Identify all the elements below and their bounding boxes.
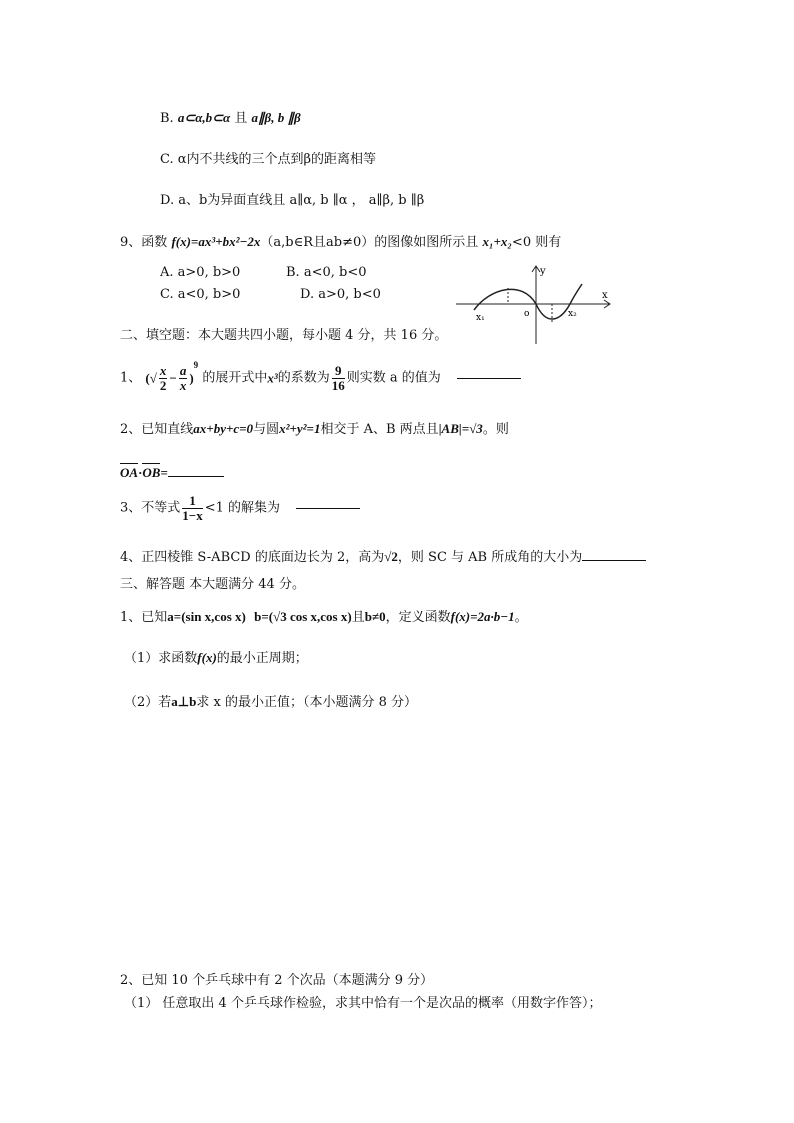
q9-text-a: 函数: [141, 235, 168, 250]
fill-2-dot-product: OA·OB=: [120, 465, 224, 482]
fill-1-text-b: 的系数为: [277, 370, 330, 386]
b-nonzero: b≠0: [364, 609, 386, 624]
q9-inequality: x₁+x₂: [482, 234, 512, 249]
frac-num: 1: [182, 494, 202, 509]
fill-1: 1、 (√ $\frac{x}{2}$ − $\frac{a}{x}$ )$^9$ 的展开式中x³的系数为 $\frac{9}{16}$ 则实数 a 的值为: [120, 360, 521, 400]
fill-1-text-a: 的展开式中: [202, 370, 268, 386]
function-graph: [452, 260, 617, 348]
fill-3-text-b: <1 的解集为: [204, 500, 281, 516]
x1-label: x₁: [476, 313, 485, 323]
solve-1-text-c: ，定义函数: [385, 610, 451, 625]
q9-condition: （a,b∈R且ab≠0）: [260, 235, 375, 250]
option-b-condition: a⊂α,b⊂α: [177, 110, 231, 125]
function-fx: f(x): [197, 650, 217, 665]
part-2-text-a: （2）若: [124, 695, 172, 710]
solve-1-text-b: 且: [351, 610, 365, 625]
option-b-rest: a∥β, b ∥β: [251, 110, 301, 125]
q8-option-c: [160, 152, 376, 168]
part-2-text-b: 求 x 的最小正值；（本小题满分 8 分）: [196, 695, 417, 710]
section-3-title: 三、解答题 本大题满分 44 分。: [120, 577, 305, 592]
q9-choice-d: D. a>0, b<0: [300, 287, 381, 302]
q8-option-d: [160, 193, 424, 209]
option-c-text: α内不共线的三个点到β的距离相等: [177, 152, 377, 167]
frac-den: 16: [331, 378, 345, 393]
fill-1-x3: x³: [267, 370, 278, 386]
frac-num: a: [179, 363, 187, 379]
equals-sign: =: [160, 465, 168, 480]
frac-num: 9: [332, 364, 345, 379]
frac-den: 2: [159, 378, 167, 393]
chord-length: |AB|=√3: [438, 421, 483, 436]
fraction-1-over-1-minus-x: [182, 494, 202, 522]
option-label: C.: [160, 152, 174, 167]
fill-2: [120, 421, 509, 438]
solve-2: 2、已知 10 个乒乓球中有 2 个次品（本题满分 9 分）: [120, 973, 434, 988]
power: 9: [193, 360, 199, 370]
question-number: 3、: [120, 500, 142, 516]
fill-2-text-c: 相交于 A、B 两点且: [320, 422, 439, 437]
vector-b: b=(√3 cos x,cos x): [254, 609, 352, 624]
fill-4-text-a: 4、正四棱锥 S-ABCD 的底面边长为 2，高为: [120, 550, 385, 565]
answer-blank[interactable]: [296, 508, 360, 509]
fill-2-text-d: 。则: [482, 422, 509, 437]
option-label: D.: [160, 193, 175, 208]
function-def: f(x)=2a·b−1: [450, 609, 515, 624]
fill-1-text-c: 则实数 a 的值为: [346, 370, 441, 386]
origin-label: o: [524, 309, 530, 319]
q9-choice-c: C. a<0, b>0: [160, 287, 241, 302]
option-b-and: 且: [234, 111, 248, 126]
line-equation: ax+by+c=0: [193, 421, 254, 436]
solve-1: [120, 609, 528, 626]
part-1-text-a: （1）求函数: [124, 651, 198, 666]
solve-1-part-1: [124, 650, 308, 667]
fraction-9-16: [332, 364, 345, 392]
fill-4-text-b: ，则 SC 与 AB 所成角的大小为: [397, 550, 583, 565]
fill-3: [120, 494, 360, 534]
answer-blank[interactable]: [582, 560, 646, 561]
answer-blank[interactable]: [457, 378, 521, 379]
frac-den: 1−x: [182, 507, 203, 523]
frac-den: x: [179, 378, 187, 393]
x2-label: x₂: [568, 309, 577, 319]
question-number: 1、: [120, 370, 142, 386]
vector-ob: OB: [142, 465, 161, 480]
solve-2-part-1: （1） 任意取出 4 个乒乓球作检验，求其中恰有一个是次品的概率（用数字作答）；: [124, 996, 602, 1011]
fill-3-text-a: 不等式: [141, 500, 181, 516]
q9-function: f(x)=ax³+bx²−2x: [171, 234, 261, 249]
circle-equation: x²+y²=1: [279, 421, 321, 436]
part-1-text-b: 的最小正周期；: [216, 651, 308, 666]
fill-4: [120, 549, 646, 566]
fill-2-text-b: 与圆: [253, 422, 280, 437]
q9-stem: [120, 234, 561, 251]
frac-num: x: [159, 363, 167, 379]
option-d-text: a、b为异面直线且 a∥α, b ∥α ， a∥β, b ∥β: [178, 193, 425, 208]
q9-text-b: 的图像如图所示且: [374, 235, 479, 250]
q9-choice-b: B. a<0, b<0: [286, 265, 367, 280]
question-number: 2、: [120, 422, 142, 437]
vector-oa: OA: [120, 465, 139, 480]
section-2-title: 二、填空题：本大题共四小题，每小题 4 分，共 16 分。: [120, 328, 448, 343]
sqrt-2: √2: [384, 549, 398, 564]
solve-1-part-2: [124, 694, 417, 711]
x-label: x: [602, 290, 608, 301]
solve-1-text-a: 已知: [141, 610, 168, 625]
fraction-x-over-2: [159, 364, 168, 392]
solve-1-text-d: 。: [514, 610, 528, 625]
fraction-a-over-x: [179, 364, 188, 392]
question-number: 9、: [120, 235, 142, 250]
vector-a: a=(sin x,cos x): [167, 609, 246, 624]
fill-2-text-a: 已知直线: [141, 422, 194, 437]
q9-text-c: <0 则有: [511, 235, 562, 250]
question-number: 1、: [120, 610, 142, 625]
q9-choice-a: A. a>0, b>0: [160, 265, 241, 280]
perpendicular: a⊥b: [171, 694, 197, 709]
y-label: y: [540, 266, 546, 277]
answer-blank[interactable]: [168, 476, 224, 477]
option-label: B.: [160, 111, 174, 126]
q8-option-b: [160, 110, 301, 127]
